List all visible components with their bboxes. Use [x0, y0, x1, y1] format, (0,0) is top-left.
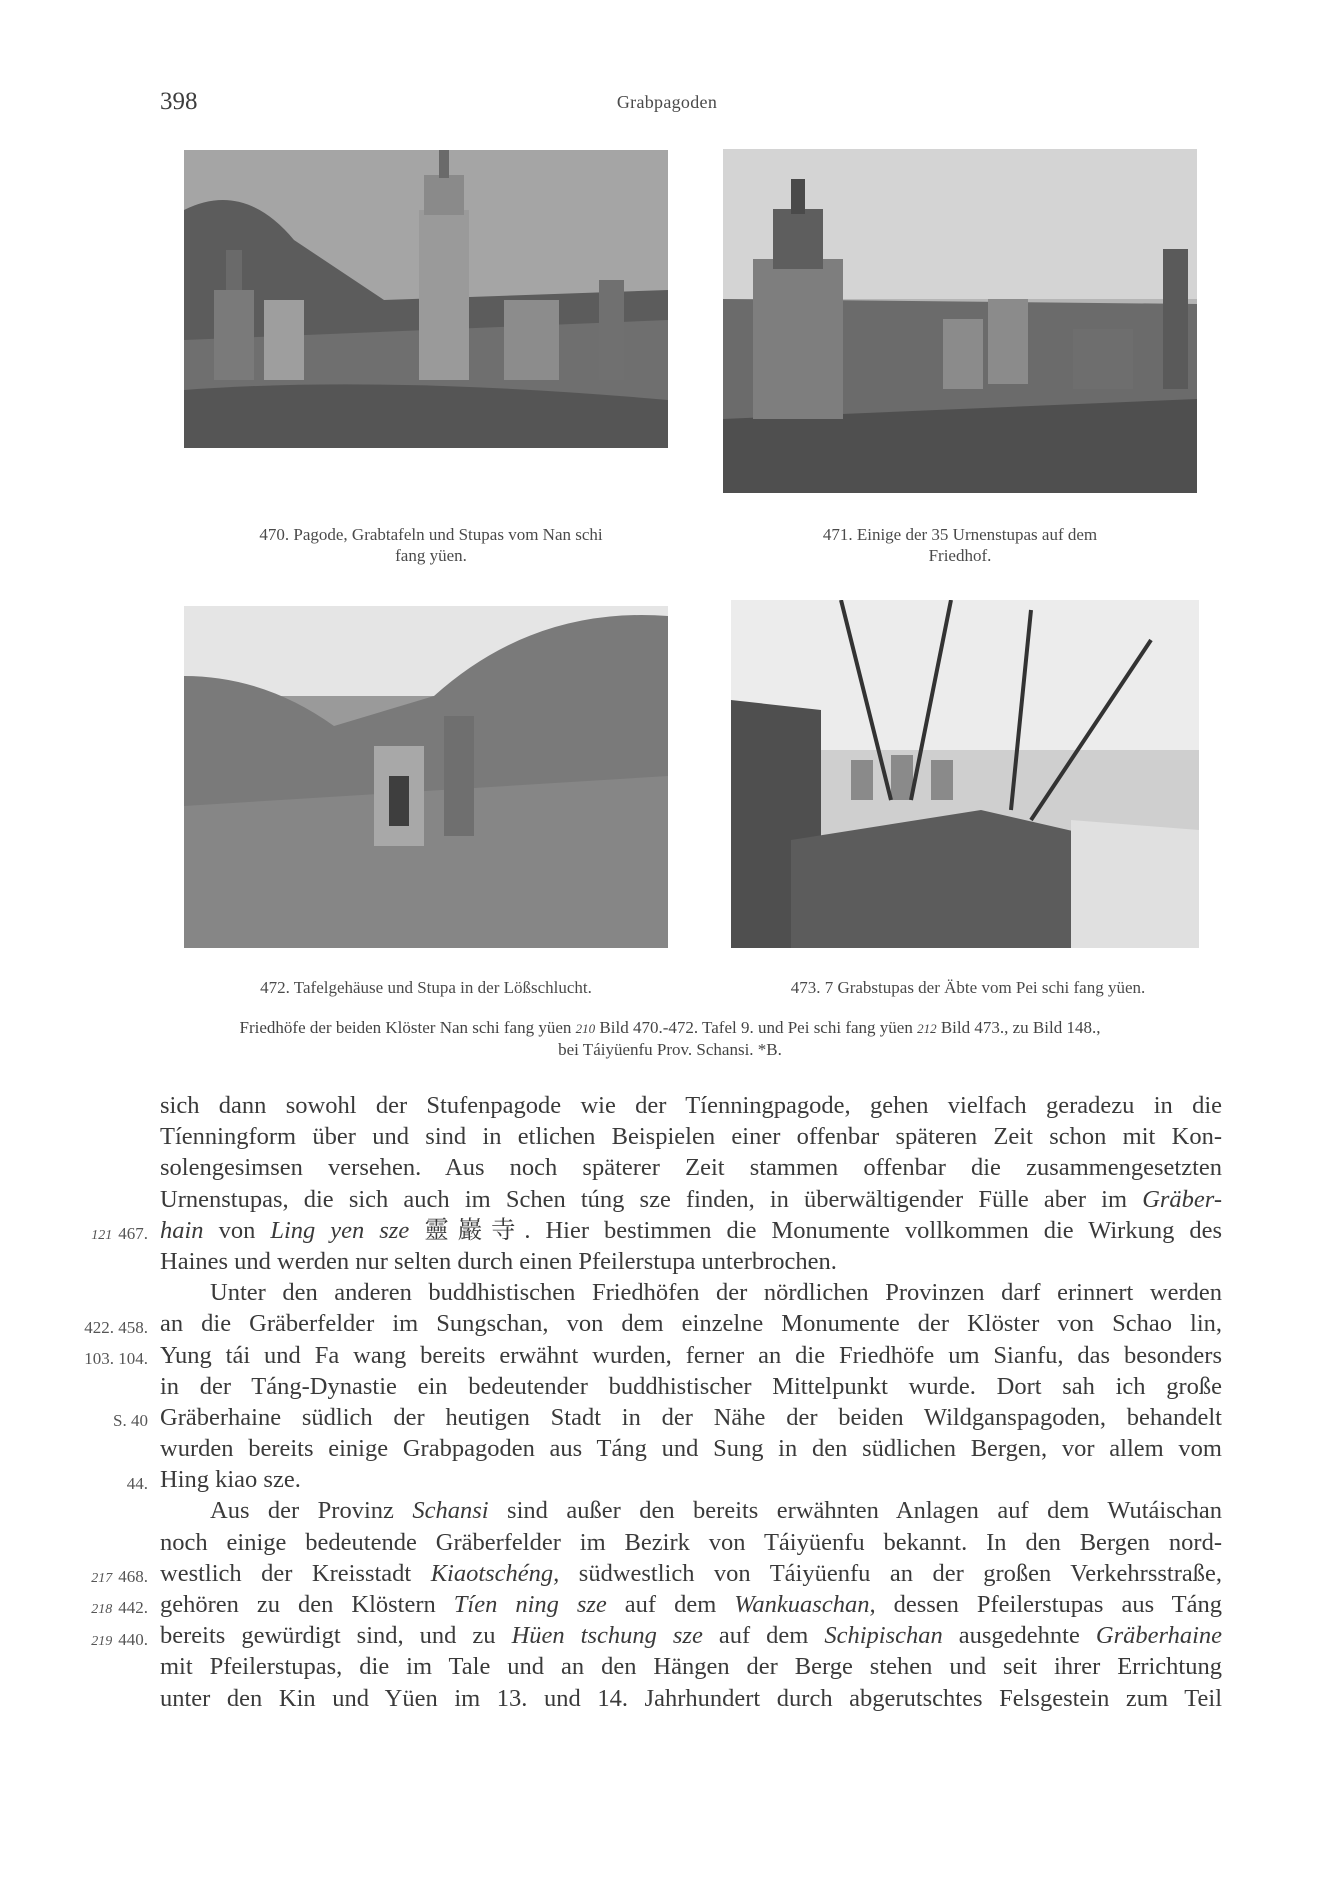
body-line: westlich der Kreisstadt Kiaotschéng, südwestlich von Táiyüenfu an der großen Verkehrsstraße,	[160, 1559, 1222, 1587]
body-text	[160, 1090, 1222, 1714]
margin-ref: 103. 104.	[84, 1349, 148, 1368]
body-line: noch einige bedeutende Gräberfelder im Bezirk von Táiyüenfu bekannt. In den Bergen nord-	[160, 1528, 1222, 1556]
caption-473: 473. 7 Grabstupas der Äbte vom Pei schi fang yüen.	[790, 978, 1146, 997]
caption-472: 472. Tafelgehäuse und Stupa in der Lößschlucht.	[260, 978, 592, 997]
body-line: Haines und werden nur selten durch einen Pfeilerstupa unterbrochen.	[160, 1247, 837, 1275]
margin-ref: 217 468.	[91, 1567, 148, 1586]
body-line: Gräberhaine südlich der heutigen Stadt in der Nähe der beiden Wildganspagoden, behandelt	[160, 1403, 1222, 1431]
caption-471: 471. Einige der 35 Urnenstupas auf dem Friedhof.	[822, 525, 1098, 565]
caption-470: 470. Pagode, Grabtafeln und Stupas vom Nan schi fang yüen.	[259, 525, 603, 565]
plate-caption: Friedhöfe der beiden Klöster Nan schi fang yüen 210 Bild 470.-472. Tafel 9. und Pei schi fang yüen 212 Bild 473., zu Bild 148., bei Táiyüenfu Prov. Schansi. *B.	[239, 1018, 1101, 1059]
margin-ref: 218 442.	[91, 1598, 148, 1617]
body-line: Tíenningform über und sind in etlichen Beispielen einer offenbar späteren Zeit schon mit Kon-	[160, 1123, 1222, 1151]
body-line: in der Táng-Dynastie ein bedeutender buddhistischer Mittelpunkt wurde. Dort sah ich große	[160, 1372, 1222, 1400]
margin-ref: S. 40	[113, 1411, 148, 1430]
body-line: an die Gräberfelder im Sungschan, von dem einzelne Monumente der Klöster von Schao lin,	[160, 1310, 1222, 1338]
body-line: gehören zu den Klöstern Tíen ning sze auf dem Wankuaschan, dessen Pfeilerstupas aus Táng	[160, 1591, 1222, 1618]
body-line: mit Pfeilerstupas, die im Tale und an den Hängen der Berge stehen und seit ihrer Errichtung	[160, 1653, 1222, 1681]
body-line: sich dann sowohl der Stufenpagode wie der Tíenningpagode, gehen vielfach geradezu in die	[160, 1092, 1222, 1119]
body-line: wurden bereits einige Grabpagoden aus Táng und Sung in den südlichen Bergen, vor allem vom	[160, 1435, 1222, 1463]
body-line: unter den Kin und Yüen im 13. und 14. Jahrhundert durch abgerutschtes Felsgestein zum Teil	[160, 1684, 1222, 1712]
running-head: Grabpagoden	[616, 92, 718, 112]
page-number: 398	[160, 88, 198, 115]
margin-ref: 422. 458.	[84, 1318, 148, 1337]
body-line: Aus der Provinz Schansi sind außer den bereits erwähnten Anlagen auf dem Wutáischan	[210, 1497, 1222, 1525]
photo-473-abbots-grave-stupas	[731, 600, 1199, 948]
photo-471-urn-stupas	[723, 149, 1197, 493]
margin-ref: 219 440.	[91, 1630, 148, 1649]
photo-470-pagoda-stelae-stupas	[184, 150, 668, 448]
body-line: Urnenstupas, die sich auch im Schen túng sze finden, in überwältigender Fülle aber im Gräber-	[160, 1185, 1222, 1213]
margin-ref: 121 467.	[91, 1224, 148, 1243]
body-line: Yung tái und Fa wang bereits erwähnt wurden, ferner an die Friedhöfe um Sianfu, das besonders	[160, 1341, 1222, 1369]
body-line: solengesimsen versehen. Aus noch späterer Zeit stammen offenbar die zusammengesetzten	[160, 1154, 1222, 1182]
body-line: Hing kiao sze.	[160, 1466, 301, 1494]
body-line: bereits gewürdigt sind, und zu Hüen tschung sze auf dem Schipischan ausgedehnte Gräberhaine	[160, 1622, 1222, 1650]
body-line: Unter den anderen buddhistischen Friedhöfen der nördlichen Provinzen darf erinnert werden	[210, 1279, 1222, 1307]
photo-472-tablet-shrine-and-stupa	[184, 606, 668, 948]
margin-ref: 44.	[126, 1474, 148, 1493]
body-line: hain von Ling yen sze 靈巖寺. Hier bestimmen die Monumente vollkommen die Wirkung des	[160, 1216, 1223, 1244]
